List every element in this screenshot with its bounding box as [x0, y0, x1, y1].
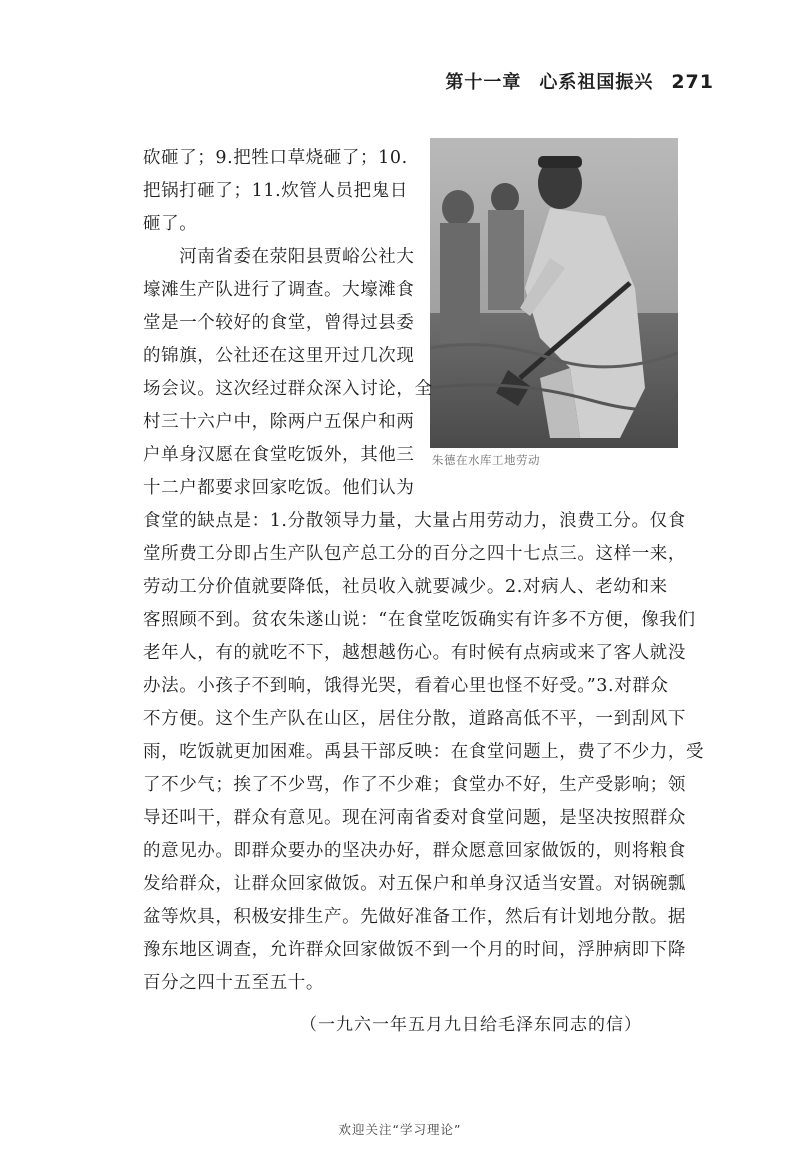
body-line: 导还叫干，群众有意见。现在河南省委对食堂问题，是坚决按照群众 [143, 808, 686, 828]
photo-image [430, 138, 678, 448]
body-line: 砸了。 [143, 214, 198, 234]
body-line: 户单身汉愿在食堂吃饭外，其他三 [143, 445, 415, 465]
chapter-label: 第十一章 [445, 72, 522, 93]
body-line: 客照顾不到。贫农朱遂山说：“在食堂吃饭确实有许多不方便，像我们 [143, 610, 696, 630]
body-line: 堂所费工分即占生产队包产总工分的百分之四十七点三。这样一来， [143, 544, 686, 564]
body-line: 村三十六户中，除两户五保户和两 [143, 412, 415, 432]
chapter-title: 心系祖国振兴 [539, 72, 654, 93]
body-line: 堂是一个较好的食堂，曾得过县委 [143, 313, 415, 333]
body-line: 十二户都要求回家吃饭。他们认为 [143, 478, 415, 498]
body-line: 河南省委在荥阳县贾峪公社大 [143, 247, 415, 267]
running-header [445, 68, 714, 94]
body-line: 不方便。这个生产队在山区，居住分散，道路高低不平，一到刮风下 [143, 709, 686, 729]
body-line: 砍砸了；9.把牲口草烧砸了；10. [143, 148, 408, 168]
body-line: 百分之四十五至五十。 [143, 973, 324, 993]
body-line: 雨，吃饭就更加困难。禹县干部反映：在食堂问题上，费了不少力，受 [143, 742, 705, 762]
body-line: 办法。小孩子不到晌，饿得光哭，看着心里也怪不好受。”3.对群众 [143, 676, 669, 696]
photo-zhu-de-laboring [430, 138, 678, 448]
page-number: 271 [671, 71, 714, 93]
body-line: 发给群众，让群众回家做饭。对五保户和单身汉适当安置。对锅碗瓢 [143, 874, 686, 894]
photo-caption: 朱德在水库工地劳动 [432, 453, 540, 467]
body-line: 豫东地区调查，允许群众回家做饭不到一个月的时间，浮肿病即下降 [143, 940, 686, 960]
body-line: 壕滩生产队进行了调查。大壕滩食 [143, 280, 415, 300]
body-line: 场会议。这次经过群众深入讨论，全 [143, 379, 433, 399]
body-line: 的锦旗，公社还在这里开过几次现 [143, 346, 415, 366]
body-line: 把锅打砸了；11.炊管人员把鬼日 [143, 181, 408, 201]
body-line: 了不少气；挨了不少骂，作了不少难；食堂办不好，生产受影响；领 [143, 775, 686, 795]
body-line: 的意见办。即群众要办的坚决办好，群众愿意回家做饭的，则将粮食 [143, 841, 686, 861]
body-line: 老年人，有的就吃不下，越想越伤心。有时候有点病或来了客人就没 [143, 643, 686, 663]
body-line: 食堂的缺点是：1.分散领导力量，大量占用劳动力，浪费工分。仅食 [143, 511, 686, 531]
page-footer: 欢迎关注“学习理论” [338, 1122, 462, 1137]
body-line: 劳动工分价值就要降低，社员收入就要减少。2.对病人、老幼和来 [143, 577, 668, 597]
body-line: 盆等炊具，积极安排生产。先做好准备工作，然后有计划地分散。据 [143, 907, 686, 927]
letter-date-note: （一九六一年五月九日给毛泽东同志的信） [300, 1015, 642, 1035]
